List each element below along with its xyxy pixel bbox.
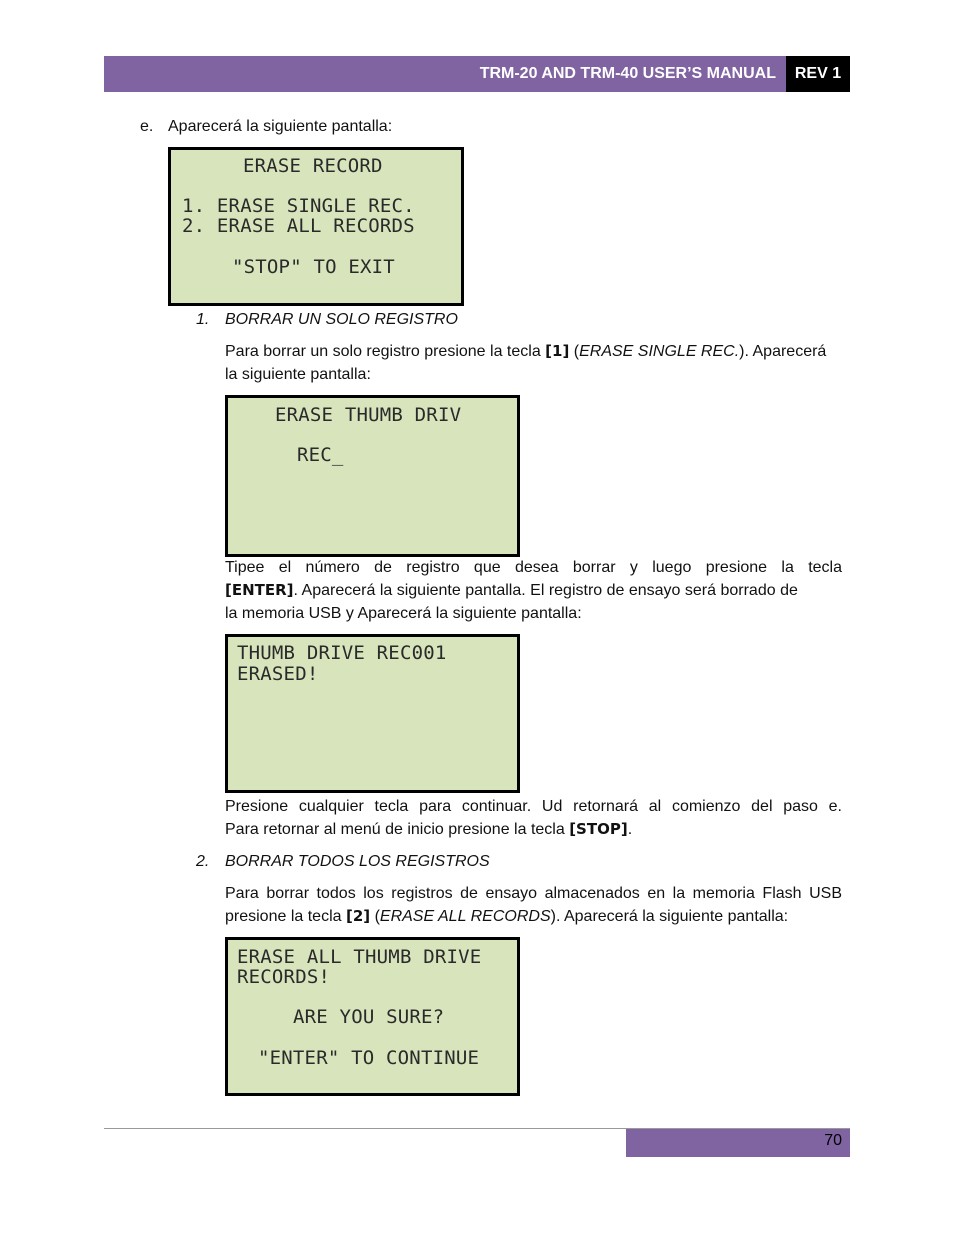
text: Para borrar un solo registro presione la tecla (225, 343, 546, 360)
text: . Aparecerá la siguiente pantalla. El registro de ensayo será borrado de (293, 582, 798, 599)
item-2-title: BORRAR TODOS LOS REGISTROS (225, 853, 490, 870)
key-stop-label: [STOP] (569, 820, 628, 838)
lcd-line: THUMB DRIVE REC001 (237, 642, 447, 664)
page-number: 70 (824, 1132, 842, 1149)
lcd-line: "ENTER" TO CONTINUE (258, 1047, 480, 1069)
lcd-screen-erase-record (168, 147, 464, 306)
item-1-title: BORRAR UN SOLO REGISTRO (225, 311, 458, 328)
revision-badge: REV 1 (786, 56, 850, 92)
lcd-line: REC_ (297, 444, 344, 466)
step-e-text: Aparecerá la siguiente pantalla: (168, 118, 393, 135)
text: ( (569, 343, 580, 360)
item-1-paragraph-line1 (225, 340, 842, 363)
lcd-line: 1. ERASE SINGLE REC. (182, 195, 415, 217)
text: ). Aparecerá la siguiente pantalla: (550, 908, 789, 925)
text: Para retornar al menú de inicio presione la tecla (225, 821, 570, 838)
lcd-line: RECORDS! (237, 966, 331, 988)
lcd-line: "STOP" TO EXIT (232, 256, 395, 278)
paragraph-3-line1: Presione cualquier tecla para continuar. Ud retornará al comienzo del paso e. (225, 798, 842, 815)
lcd-screen-erase-all-confirm (225, 937, 520, 1096)
item-2-paragraph-line1: Para borrar todos los registros de ensayo almacenados en la memoria Flash USB (225, 885, 842, 902)
key-2-label: [2] (345, 907, 371, 925)
item-1-number: 1. (196, 311, 210, 328)
lcd-line: ERASE THUMB DRIV (275, 404, 462, 426)
lcd-line: 2. ERASE ALL RECORDS (182, 215, 415, 237)
paragraph-3-line2 (225, 818, 632, 841)
erase-single-rec-label: ERASE SINGLE REC. (579, 343, 740, 360)
manual-title: TRM-20 AND TRM-40 USER’S MANUAL (479, 65, 776, 82)
lcd-line: ERASE RECORD (243, 155, 383, 177)
step-e-marker: e. (140, 118, 154, 135)
text: presione la tecla (225, 908, 346, 925)
lcd-screen-erase-thumb-drive (225, 395, 520, 557)
lcd-line: ERASED! (237, 663, 319, 685)
erase-all-records-label: ERASE ALL RECORDS (379, 908, 551, 925)
paragraph-2-line2 (225, 579, 842, 602)
text: ). Aparecerá (739, 343, 827, 360)
item-2-number: 2. (196, 853, 210, 870)
paragraph-2-line3: la memoria USB y Aparecerá la siguiente pantalla: (225, 605, 582, 622)
text: ( (370, 908, 380, 925)
key-enter-label: [ENTER] (225, 581, 294, 599)
key-1-label: [1] (545, 342, 570, 360)
item-2-paragraph-line2 (225, 905, 788, 928)
lcd-line: ERASE ALL THUMB DRIVE (237, 946, 482, 968)
text: . (627, 821, 633, 838)
paragraph-2-line1: Tipee el número de registro que desea borrar y luego presione la tecla (225, 559, 842, 576)
lcd-screen-erased (225, 634, 520, 793)
item-1-paragraph-line2: la siguiente pantalla: (225, 366, 371, 383)
lcd-line: ARE YOU SURE? (293, 1006, 445, 1028)
